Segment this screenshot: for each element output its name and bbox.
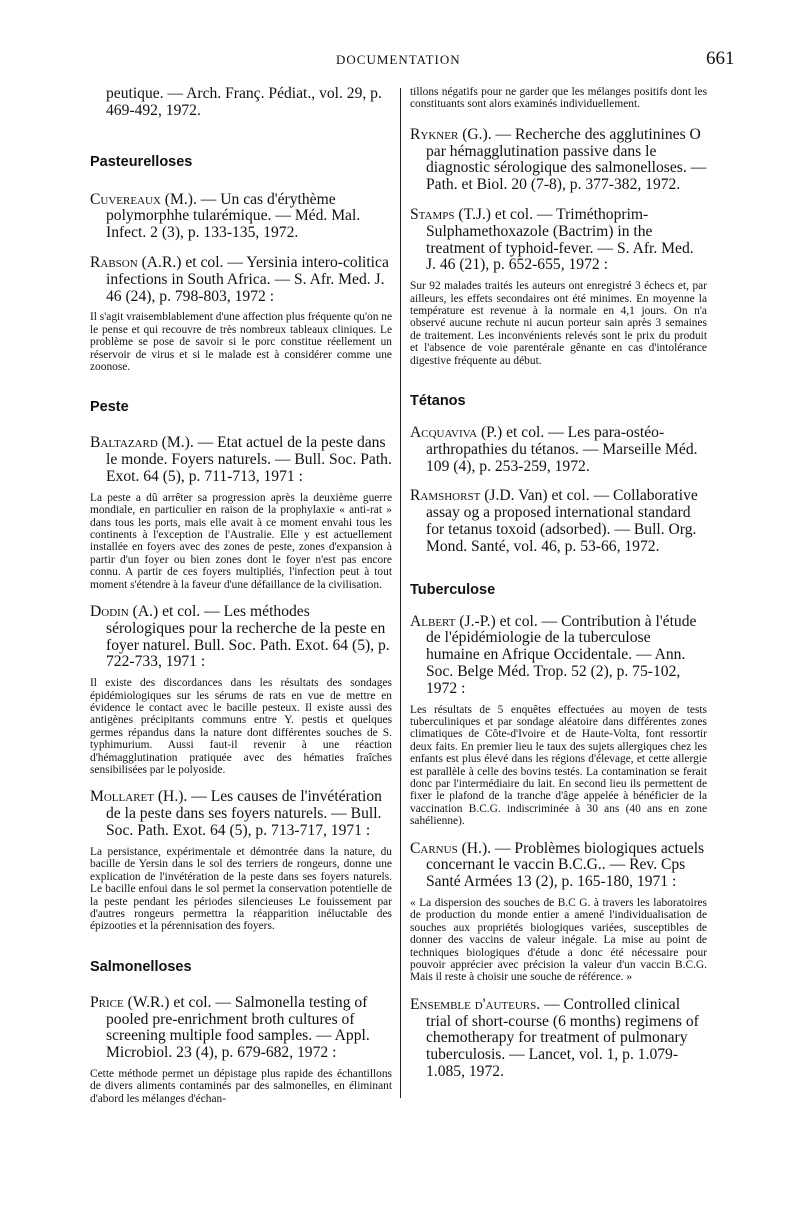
- reference-text: (P.) et col. — Les para-ostéo-arthropathies du tétanos. — Marseille Méd. 109 (4), p. 253-259, 1972.: [426, 424, 698, 475]
- reference-abstract: La peste a dû arrêter sa progression après la deuxième guerre mondiale, en particulier en raison de la prophylaxie « anti-rat » dans tous les ports, mais elle avait à ce moment envahi tous les continents à l'exception de l'Australie. Elle y est actuellement installée en foyers avec des zones de peste, zones d'expansion à partir d'un foyer ou bien zones dont le foyer n'est pas encore connu. A partir de ces foyers multipliés, l'infection peut à tout moment s'étendre à la faveur d'une défaillance de la civilisation.: [90, 491, 392, 591]
- reference-author: Rykner: [410, 125, 459, 143]
- reference-albert: [410, 614, 707, 828]
- reference-author: Dodin: [90, 603, 129, 621]
- reference-stamps: [410, 207, 707, 367]
- continued-reference: peutique. — Arch. Franç. Pédiat., vol. 29, p. 469-492, 1972.: [106, 85, 382, 119]
- reference-ramshorst: [410, 488, 707, 555]
- left-column: [90, 86, 392, 1118]
- reference-text: (G.). — Recherche des agglutinines O par hémagglutination passive dans le diagnostic sérologique des salmonelloses. — Path. et Biol. 20 (7-8), p. 377-382, 1972.: [426, 125, 707, 194]
- reference-citation: [410, 127, 707, 194]
- reference-text: (W.R.) et col. — Salmonella testing of pooled pre-enrichment broth cultures of screening multiple food samples. — Appl. Microbiol. 23 (4), p. 679-682, 1972 :: [106, 993, 370, 1062]
- reference-citation: [90, 435, 392, 485]
- reference-mollaret: [90, 789, 392, 932]
- reference-citation: [90, 789, 392, 839]
- reference-text: (J.-P.) et col. — Contribution à l'étude de l'épidémiologie de la tuberculose humaine en Afrique Occidentale. — Ann. Soc. Belge Méd. Trop. 52 (2), p. 75-102, 1972 :: [426, 612, 697, 697]
- reference-cuvereaux: [90, 192, 392, 242]
- reference-citation: [90, 255, 392, 305]
- reference-text: (T.J.) et col. — Triméthoprim-Sulphamethoxazole (Bactrim) in the treatment of typhoid-fever. — S. Afr. Med. J. 46 (21), p. 652-655, 1972 :: [426, 206, 694, 274]
- continued-abstract: tillons négatifs pour ne garder que les mélanges positifs dont les constituants sont alors examinés individuellement.: [410, 86, 707, 111]
- reference-text: (H.). — Les causes de l'invétération de la peste dans ses foyers naturels. — Bull. Soc. Path. Exot. 64 (5), p. 713-717, 1971 :: [106, 788, 382, 840]
- reference-abstract: Cette méthode permet un dépistage plus rapide des échantillons de divers aliments contaminés par des salmonelles, en éliminant d'abord les mélanges d'échan-: [90, 1067, 392, 1105]
- reference-price: [90, 995, 392, 1105]
- reference-author: Ensemble d'auteurs: [410, 995, 537, 1013]
- reference-author: Carnus: [410, 839, 458, 857]
- reference-abstract: Sur 92 malades traités les auteurs ont enregistré 3 échecs et, par ailleurs, les effets secondaires ont été minimes. En moyenne la température est revenue à la normale en 4,1 jours. On n'a observé aucune rechute ni aucun porteur sain après 3 semaines de traitement. Les inconvénients relevés sont le prix du produit et l'absence de voie parentérale gênante en cas d'intolérance digestive fréquente au début.: [410, 280, 707, 367]
- page-number: 661: [706, 48, 735, 69]
- reference-ensemble: [410, 997, 707, 1081]
- reference-text: (M.). — Un cas d'érythème polymorphhe tularémique. — Méd. Mal. Infect. 2 (3), p. 133-135, 1972.: [106, 190, 361, 242]
- reference-abstract: Il existe des discordances dans les résultats des sondages épidémiologiques sur les sérums de rats en vue de mettre en évidence le contact avec le bacille pesteux. Il existe aussi des antigènes précipitants communs entre Y. pestis et quelques germes répandus dans la nature dont différentes souches de S. typhimurium. Aussi faut-il revenir à une réaction d'hémagglutination pratiquée avec des hématies fraîches sensibilisées par le polyoside.: [90, 677, 392, 777]
- reference-author: Baltazard: [90, 434, 158, 452]
- section-title-peste: Peste: [90, 399, 129, 416]
- reference-text: . — Controlled clinical trial of short-course (6 months) regimens of chemotherapy for treatment of pulmonary tuberculosis. — Lancet, vol. 1, p. 1.079-1.085, 1972.: [426, 995, 699, 1081]
- reference-citation: [90, 192, 392, 242]
- reference-text: (A.R.) et col. — Yersinia intero-colitica infections in South Africa. — S. Afr. Med. J. 46 (24), p. 798-803, 1972 :: [106, 253, 389, 305]
- reference-author: Stamps: [410, 206, 455, 223]
- reference-citation: [410, 997, 707, 1081]
- reference-citation: [410, 425, 707, 475]
- reference-author: Cuvereaux: [90, 190, 161, 208]
- section-title-tetanos: Tétanos: [410, 393, 466, 410]
- reference-citation: [410, 207, 707, 274]
- reference-author: Mollaret: [90, 788, 154, 806]
- reference-author: Acquaviva: [410, 424, 478, 442]
- running-title: DOCUMENTATION: [336, 52, 461, 67]
- reference-author: Rabson: [90, 253, 138, 271]
- section-title-pasteurelloses: Pasteurelloses: [90, 153, 193, 170]
- column-divider: [400, 88, 401, 1098]
- reference-citation: [90, 995, 392, 1062]
- reference-citation: [90, 604, 392, 671]
- reference-citation: [410, 488, 707, 555]
- reference-author: Albert: [410, 612, 456, 630]
- reference-rabson: [90, 255, 392, 373]
- reference-carnus: [410, 841, 707, 984]
- reference-citation: [410, 614, 707, 698]
- reference-abstract: La persistance, expérimentale et démontrée dans la nature, du bacille de Yersin dans le sol des terriers de rongeurs, donne une explication de l'invétération de la peste dans ses foyers naturels. Le bacille enfoui dans le sol permet la conservation potentielle de la peste pendant les périodes silencieuses Le fouissement par d'autres rongeurs permettra la réapparition inéluctable des épizooties et la pérennisation des foyers.: [90, 845, 392, 933]
- reference-abstract: Il s'agit vraisemblablement d'une affection plus fréquente qu'on ne le pense et qui recouvre de très nombreux tableaux cliniques. Le problème se pose de savoir si le porc constitue réellement un réservoir de virus et si le malade est à considérer comme une zoonose.: [90, 311, 393, 373]
- reference-text: (A.) et col. — Les méthodes sérologiques pour la recherche de la peste en foyer naturel. Bull. Soc. Path. Exot. 64 (5), p. 722-733, 1971 :: [106, 603, 390, 671]
- reference-text: (M.). — Etat actuel de la peste dans le monde. Foyers naturels. — Bull. Soc. Path. Exot. 64 (5), p. 711-713, 1971 :: [106, 434, 392, 485]
- section-title-tuberculose: Tuberculose: [410, 581, 496, 598]
- reference-citation: [410, 841, 707, 891]
- reference-author: Price: [90, 993, 124, 1011]
- section-title-salmonelloses: Salmonelloses: [90, 958, 192, 975]
- reference-baltazard: [90, 435, 392, 591]
- reference-dodin: [90, 604, 392, 776]
- reference-abstract: « La dispersion des souches de B.C G. à travers les laboratoires de production du monde entier a amené l'individualisation de souches aux propriétés biologiques variées, susceptibles de donner des vaccins de valeur inégale. La mise au point de techniques biologiques d'étude a donc été nécessaire pour pouvoir apprécier avec précision la valeur d'un vaccin B.C.G. Mais il reste à choisir une souche de référence. »: [410, 897, 707, 984]
- reference-acquaviva: [410, 425, 707, 475]
- reference-text: (J.D. Van) et col. — Collaborative assay og a proposed international standard for tetanus toxoid (adsorbed). — Bull. Org. Mond. Santé, vol. 46, p. 53-66, 1972.: [426, 487, 698, 555]
- reference-rykner: [410, 127, 707, 194]
- right-column: [410, 86, 707, 1094]
- reference-abstract: Les résultats de 5 enquêtes effectuées au moyen de tests tuberculiniques et par sondage aléatoire dans différentes zones climatiques de Côte-d'Ivoire et de Haute-Volta, font ressortir deux faits. En premier lieu le taux des sujets allergiques chez les enfants est plus élevé dans les régions d'élevage, et cette allergie est parallèle à celle des bovins testés. La contamination se ferait donc par l'intermédiaire du lait. En second lieu ils permettent de fixer le plafond de la tranche d'âge appelée à bénéficier de la vaccination B.C.G. indiscriminée à 30 ans (40 ans en zone sahélienne).: [410, 703, 707, 828]
- reference-author: Ramshorst: [410, 487, 481, 505]
- reference-text: (H.). — Problèmes biologiques actuels concernant le vaccin B.C.G.. — Rev. Cps Santé Armées 13 (2), p. 165-180, 1971 :: [426, 839, 705, 891]
